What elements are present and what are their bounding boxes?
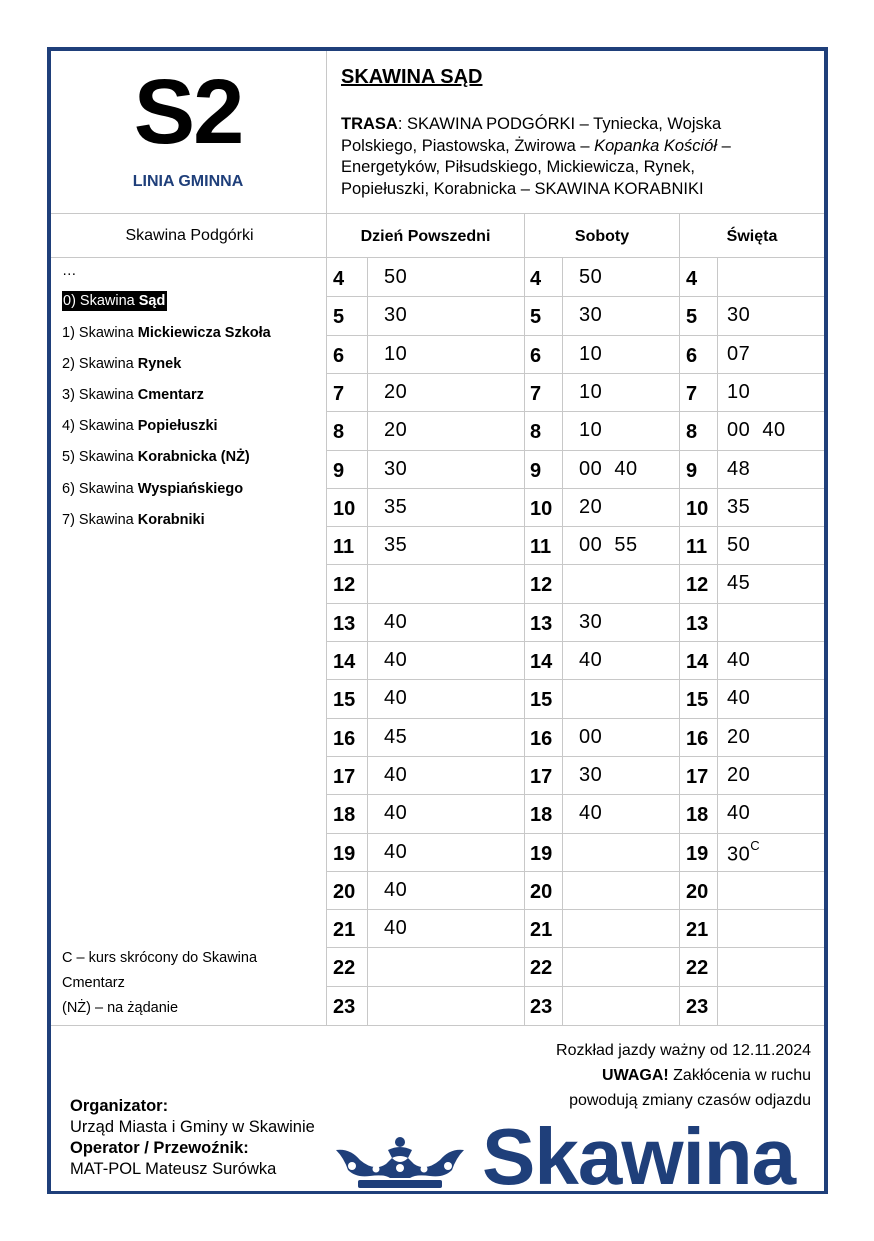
minutes-value: 40 bbox=[727, 687, 751, 710]
minutes-cell bbox=[727, 458, 750, 481]
organizer-label: Organizator: bbox=[70, 1097, 169, 1115]
minutes-cell bbox=[727, 802, 750, 825]
hour-cell: 19 bbox=[686, 842, 709, 865]
minutes-cell bbox=[384, 649, 407, 672]
minutes-value: 20 bbox=[579, 495, 603, 518]
crown-logo-icon bbox=[330, 1136, 470, 1192]
note-shortened-course: Cmentarz bbox=[62, 975, 125, 991]
hour-cell: 11 bbox=[530, 536, 552, 559]
stop-prefix: 0) Skawina bbox=[63, 293, 139, 309]
hour-cell: 19 bbox=[333, 842, 356, 865]
stop-prefix: 1) Skawina bbox=[62, 325, 138, 341]
list-item bbox=[62, 418, 218, 434]
minutes-value: 40 bbox=[727, 802, 751, 825]
hour-cell: 15 bbox=[686, 689, 709, 712]
minutes-value: 40 bbox=[384, 763, 408, 786]
warning-text: Zakłócenia w ruchu bbox=[668, 1067, 811, 1084]
minutes-cell bbox=[727, 496, 750, 519]
minutes-value: 30 bbox=[579, 304, 603, 327]
minutes-cell bbox=[579, 764, 602, 787]
operator-name: MAT-POL Mateusz Surówka bbox=[70, 1160, 277, 1178]
minutes-cell bbox=[384, 726, 407, 749]
hour-cell: 6 bbox=[530, 344, 542, 367]
minutes-cell bbox=[579, 649, 602, 672]
hour-cell: 18 bbox=[333, 804, 356, 827]
list-item bbox=[62, 449, 250, 465]
hour-cell: 14 bbox=[333, 651, 356, 673]
minutes-value: 20 bbox=[384, 419, 408, 442]
stop-name: Cmentarz bbox=[137, 387, 204, 403]
minutes-value: 45 bbox=[384, 725, 408, 748]
hour-cell: 19 bbox=[530, 842, 553, 865]
list-item bbox=[62, 512, 205, 528]
minutes-cell bbox=[384, 266, 407, 289]
row-divider bbox=[327, 794, 824, 795]
hour-cell: 9 bbox=[686, 459, 698, 482]
line-number: S2 bbox=[133, 61, 243, 163]
minutes-value: 10 bbox=[727, 380, 751, 403]
minutes-cell bbox=[384, 534, 407, 557]
minutes-value: 40 bbox=[579, 802, 603, 825]
hour-cell: 8 bbox=[530, 421, 542, 444]
minutes-value: 30 bbox=[727, 304, 751, 327]
row-divider bbox=[327, 833, 824, 834]
minutes-value: 50 bbox=[727, 534, 751, 557]
divider bbox=[679, 214, 680, 1025]
hour-cell: 5 bbox=[686, 306, 698, 329]
route-text: : SKAWINA PODGÓRKI – Tyniecka, Wojska bbox=[397, 115, 722, 133]
minutes-cell bbox=[727, 304, 750, 327]
route-text: Energetyków, Piłsudskiego, Mickiewicza, Rynek, bbox=[341, 158, 695, 176]
minutes-cell bbox=[579, 496, 602, 519]
divider bbox=[51, 257, 824, 258]
warning-text: powodują zmiany czasów odjazdu bbox=[569, 1092, 811, 1109]
row-divider bbox=[327, 411, 824, 412]
row-divider bbox=[327, 986, 824, 987]
hour-cell: 5 bbox=[530, 306, 542, 329]
stop-name: Wyspiańskiego bbox=[137, 481, 244, 497]
row-divider bbox=[327, 718, 824, 719]
stop-prefix: 6) Skawina bbox=[62, 481, 138, 497]
hour-cell: 20 bbox=[686, 880, 709, 903]
stop-name: Rynek bbox=[137, 356, 182, 372]
hour-cell: 10 bbox=[333, 497, 356, 520]
stop-title: SKAWINA SĄD bbox=[341, 66, 483, 88]
hour-cell: 13 bbox=[333, 612, 356, 635]
hour-cell: 22 bbox=[530, 957, 553, 980]
skawina-logo-text: Skawina bbox=[482, 1112, 796, 1201]
minutes-value: 10 bbox=[384, 342, 408, 365]
hour-cell: 12 bbox=[333, 574, 356, 597]
minutes-cell bbox=[727, 837, 761, 867]
minutes-cell bbox=[727, 534, 750, 557]
hour-cell: 9 bbox=[530, 459, 542, 482]
hour-cell: 8 bbox=[333, 421, 345, 444]
operator-label: Operator / Przewoźnik: bbox=[70, 1139, 249, 1157]
hour-cell: 6 bbox=[686, 344, 698, 367]
minutes-value: 07 bbox=[727, 342, 751, 365]
minutes-cell bbox=[727, 649, 750, 672]
minutes-value: 40 bbox=[384, 610, 408, 633]
stop-name: Korabnicka (NŻ) bbox=[137, 449, 250, 465]
minutes-value: 10 bbox=[579, 380, 603, 403]
row-divider bbox=[327, 947, 824, 948]
row-divider bbox=[327, 603, 824, 604]
hour-cell: 15 bbox=[333, 689, 356, 712]
hour-cell: 23 bbox=[333, 995, 356, 1018]
hour-cell: 23 bbox=[530, 995, 553, 1018]
minutes-value: 10 bbox=[579, 342, 603, 365]
minutes-cell bbox=[384, 611, 407, 634]
minutes-value: 45 bbox=[727, 572, 751, 595]
hour-cell: 7 bbox=[686, 382, 698, 405]
minutes-cell bbox=[727, 687, 750, 710]
minutes-cell bbox=[727, 572, 750, 595]
hour-cell: 13 bbox=[530, 612, 553, 635]
validity-date: Rozkład jazdy ważny od 12.11.2024 bbox=[556, 1042, 811, 1059]
row-divider bbox=[327, 488, 824, 489]
hour-cell: 13 bbox=[686, 612, 709, 635]
hour-cell: 12 bbox=[686, 574, 709, 597]
stop-prefix: 5) Skawina bbox=[62, 449, 138, 465]
minutes-cell bbox=[579, 726, 602, 749]
column-header-saturday: Soboty bbox=[574, 228, 630, 245]
stop-name: Popiełuszki bbox=[137, 418, 218, 434]
minutes-cell bbox=[579, 343, 602, 366]
divider bbox=[524, 214, 525, 1025]
divider bbox=[51, 1025, 824, 1026]
minutes-value: 40 bbox=[384, 917, 408, 940]
stop-prefix: 2) Skawina bbox=[62, 356, 138, 372]
hour-cell: 6 bbox=[333, 344, 345, 367]
minutes-cell bbox=[384, 496, 407, 519]
minutes-cell bbox=[727, 343, 750, 366]
minutes-value: 30 bbox=[384, 304, 408, 327]
minutes-cell bbox=[384, 687, 407, 710]
hour-cell: 10 bbox=[686, 497, 709, 520]
hour-cell: 7 bbox=[333, 382, 345, 405]
minutes-cell bbox=[384, 764, 407, 787]
stops-ellipsis: … bbox=[62, 263, 77, 279]
minutes-value: 30 bbox=[579, 763, 603, 786]
minutes-value: 35 bbox=[384, 534, 408, 557]
divider bbox=[326, 51, 327, 1025]
minutes-value: 40 bbox=[384, 840, 408, 863]
route-text-italic: Kopanka Kościół bbox=[594, 136, 718, 155]
minutes-cell bbox=[384, 458, 407, 481]
column-header-holiday: Święta bbox=[726, 228, 778, 245]
row-divider bbox=[327, 909, 824, 910]
route-label: TRASA bbox=[341, 115, 398, 133]
hour-cell: 11 bbox=[686, 536, 708, 559]
minutes-cell bbox=[579, 419, 602, 442]
current-stop-highlight bbox=[62, 291, 167, 311]
organizer-info bbox=[70, 1096, 315, 1180]
minutes-value: 00 55 bbox=[579, 534, 638, 557]
minutes-cell bbox=[384, 304, 407, 327]
hour-cell: 10 bbox=[530, 497, 553, 520]
minutes-value: 40 bbox=[579, 649, 603, 671]
minutes-cell bbox=[384, 917, 407, 940]
minutes-value: 40 bbox=[384, 878, 408, 901]
shortened-course-marker: C bbox=[750, 837, 761, 853]
route-description bbox=[341, 114, 811, 200]
hour-cell: 21 bbox=[530, 919, 553, 942]
minutes-value: 20 bbox=[727, 763, 751, 786]
hour-cell: 14 bbox=[686, 651, 709, 673]
minutes-value: 48 bbox=[727, 457, 751, 480]
minutes-value: 00 bbox=[579, 725, 603, 748]
hour-cell: 16 bbox=[686, 727, 709, 750]
stop-prefix: 4) Skawina bbox=[62, 418, 138, 434]
hour-cell: 17 bbox=[530, 765, 553, 788]
list-item bbox=[62, 387, 204, 403]
minutes-cell bbox=[384, 381, 407, 404]
hour-cell: 18 bbox=[530, 804, 553, 827]
minutes-cell bbox=[384, 419, 407, 442]
row-divider bbox=[327, 450, 824, 451]
list-item bbox=[62, 356, 181, 372]
hour-cell: 17 bbox=[686, 765, 709, 788]
row-divider bbox=[327, 335, 824, 336]
hour-cell: 17 bbox=[333, 765, 356, 788]
row-divider bbox=[327, 679, 824, 680]
start-stop-label: Skawina Podgórki bbox=[125, 227, 254, 244]
row-divider bbox=[327, 756, 824, 757]
minutes-cell bbox=[384, 841, 407, 864]
list-item bbox=[62, 481, 243, 497]
minutes-cell bbox=[384, 343, 407, 366]
minutes-value: 35 bbox=[727, 495, 751, 518]
minutes-value: 50 bbox=[384, 266, 408, 288]
warning-label: UWAGA! bbox=[602, 1067, 669, 1084]
hour-cell: 21 bbox=[333, 919, 356, 942]
hour-cell: 4 bbox=[686, 268, 698, 290]
minutes-value: 00 40 bbox=[727, 419, 786, 442]
stop-name: Sąd bbox=[138, 293, 166, 309]
hour-cell: 23 bbox=[686, 995, 709, 1018]
minutes-cell bbox=[579, 266, 602, 289]
hour-cell: 9 bbox=[333, 459, 345, 482]
minutes-value: 10 bbox=[579, 419, 603, 442]
minutes-value: 30 bbox=[384, 457, 408, 480]
stop-prefix: 7) Skawina bbox=[62, 512, 138, 528]
minutes-cell bbox=[579, 534, 638, 557]
minutes-cell bbox=[579, 611, 602, 634]
minutes-cell bbox=[727, 419, 786, 442]
hour-cell: 12 bbox=[530, 574, 553, 597]
note-shortened-course: C – kurs skrócony do Skawina bbox=[62, 950, 258, 966]
minutes-cell bbox=[579, 304, 602, 327]
minutes-cell bbox=[384, 879, 407, 902]
column-header-weekday: Dzień Powszedni bbox=[360, 228, 491, 245]
minutes-cell bbox=[727, 726, 750, 749]
line-type: LINIA GMINNA bbox=[132, 173, 244, 190]
hour-cell: 14 bbox=[530, 651, 553, 673]
minutes-value: 20 bbox=[384, 380, 408, 403]
row-divider bbox=[327, 871, 824, 872]
minutes-cell bbox=[384, 802, 407, 825]
minutes-value: 40 bbox=[727, 649, 751, 671]
row-divider bbox=[327, 373, 824, 374]
stop-name: Mickiewicza Szkoła bbox=[137, 325, 271, 341]
hour-cell: 15 bbox=[530, 689, 553, 712]
notes bbox=[62, 946, 322, 1021]
route-text: Popiełuszki, Korabnicka – SKAWINA KORABNIKI bbox=[341, 179, 704, 198]
minutes-value: 40 bbox=[384, 687, 408, 710]
minutes-cell bbox=[579, 802, 602, 825]
hour-cell: 16 bbox=[333, 727, 356, 750]
hour-cell: 7 bbox=[530, 382, 542, 405]
row-divider bbox=[327, 296, 824, 297]
hour-cell: 4 bbox=[530, 268, 542, 290]
minutes-value: 30 bbox=[579, 610, 603, 633]
stop-name: Korabniki bbox=[137, 512, 205, 528]
minutes-cell bbox=[727, 764, 750, 787]
stop-prefix: 3) Skawina bbox=[62, 387, 138, 403]
minutes-value: 40 bbox=[384, 802, 408, 825]
note-on-request: (NŻ) – na żądanie bbox=[62, 1000, 179, 1016]
minutes-value: 00 40 bbox=[579, 457, 638, 480]
hour-cell: 8 bbox=[686, 421, 698, 444]
hour-cell: 16 bbox=[530, 727, 553, 750]
hour-cell: 20 bbox=[530, 880, 553, 903]
minutes-cell bbox=[579, 381, 602, 404]
minutes-value: 20 bbox=[727, 725, 751, 748]
minutes-cell bbox=[579, 458, 638, 481]
hour-cell: 21 bbox=[686, 919, 709, 942]
minutes-cell bbox=[727, 381, 750, 404]
minutes-value: 40 bbox=[384, 649, 408, 671]
hour-cell: 22 bbox=[686, 957, 709, 980]
hour-cell: 22 bbox=[333, 957, 356, 980]
row-divider bbox=[327, 641, 824, 642]
hour-cell: 4 bbox=[333, 268, 345, 290]
minutes-value: 30 bbox=[727, 843, 751, 866]
row-divider bbox=[327, 526, 824, 527]
minutes-value: 35 bbox=[384, 495, 408, 518]
hour-cell: 18 bbox=[686, 804, 709, 827]
list-item bbox=[62, 293, 167, 309]
hour-cell: 20 bbox=[333, 880, 356, 903]
route-text: – bbox=[717, 136, 731, 155]
organizer-name: Urząd Miasta i Gminy w Skawinie bbox=[70, 1118, 315, 1136]
list-item bbox=[62, 325, 271, 341]
row-divider bbox=[327, 564, 824, 565]
hour-cell: 11 bbox=[333, 536, 355, 559]
route-text: Polskiego, Piastowska, Żwirowa – bbox=[341, 136, 595, 155]
minutes-value: 50 bbox=[579, 266, 603, 288]
validity-info bbox=[556, 1038, 811, 1113]
hour-cell: 5 bbox=[333, 306, 345, 329]
